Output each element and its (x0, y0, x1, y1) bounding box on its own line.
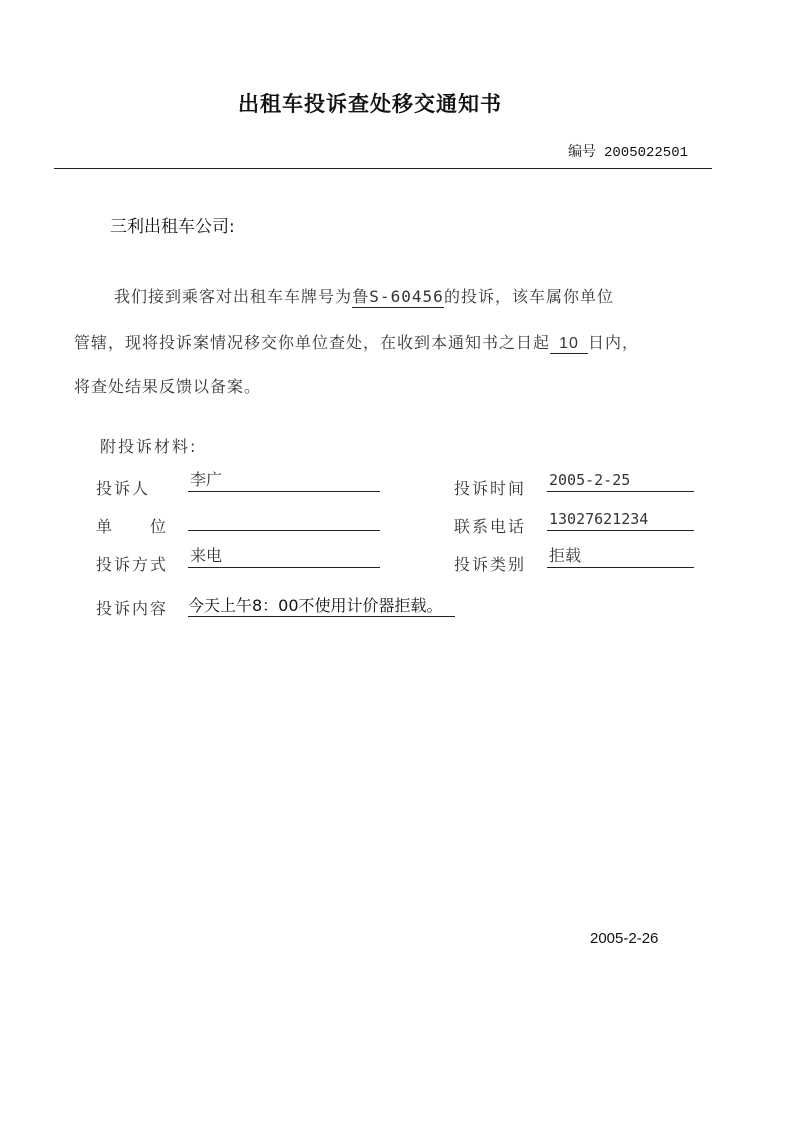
contact-phone-field: 13027621234 (547, 509, 694, 531)
salutation: 三利出租车公司: (110, 217, 235, 237)
days-value: 10 (550, 335, 588, 354)
issue-date: 2005-2-26 (590, 930, 659, 947)
unit-label: 单 位 (96, 517, 169, 536)
complainant-label: 投诉人 (96, 479, 151, 498)
document-title: 出租车投诉查处移交通知书 (238, 92, 502, 116)
doc-number-value: 2005022501 (603, 145, 688, 161)
content-field: 今天上午8：00不使用计价器拒载。 (188, 596, 455, 617)
body-line-1-post: 的投诉，该车属你单位 (444, 287, 615, 306)
content-label: 投诉内容 (96, 599, 169, 618)
body-line-2-post: 日内， (588, 333, 640, 352)
body-line-3: 将查处结果反馈以备案。 (74, 377, 262, 396)
method-field: 来电 (188, 546, 380, 568)
doc-number-label: 编号 (567, 144, 596, 160)
contact-phone-label: 联系电话 (454, 517, 527, 536)
attachment-heading: 附投诉材料: (100, 437, 198, 456)
complaint-time-label: 投诉时间 (454, 479, 527, 498)
complaint-time-field: 2005-2-25 (547, 470, 694, 492)
header-divider (54, 168, 712, 169)
method-label: 投诉方式 (96, 555, 169, 574)
complainant-field: 李广 (188, 470, 380, 492)
body-line-2-pre: 管辖，现将投诉案情况移交你单位查处，在收到本通知书之日起 (74, 333, 551, 352)
body-line-2 (74, 330, 639, 354)
unit-field (188, 509, 380, 531)
plate-number: 鲁S-60456 (352, 284, 444, 308)
body-line-1-pre: 我们接到乘客对出租车车牌号为 (114, 287, 353, 306)
body-line-1 (114, 284, 614, 308)
category-field: 拒载 (547, 546, 694, 568)
category-label: 投诉类别 (454, 555, 527, 574)
doc-number (568, 141, 688, 161)
